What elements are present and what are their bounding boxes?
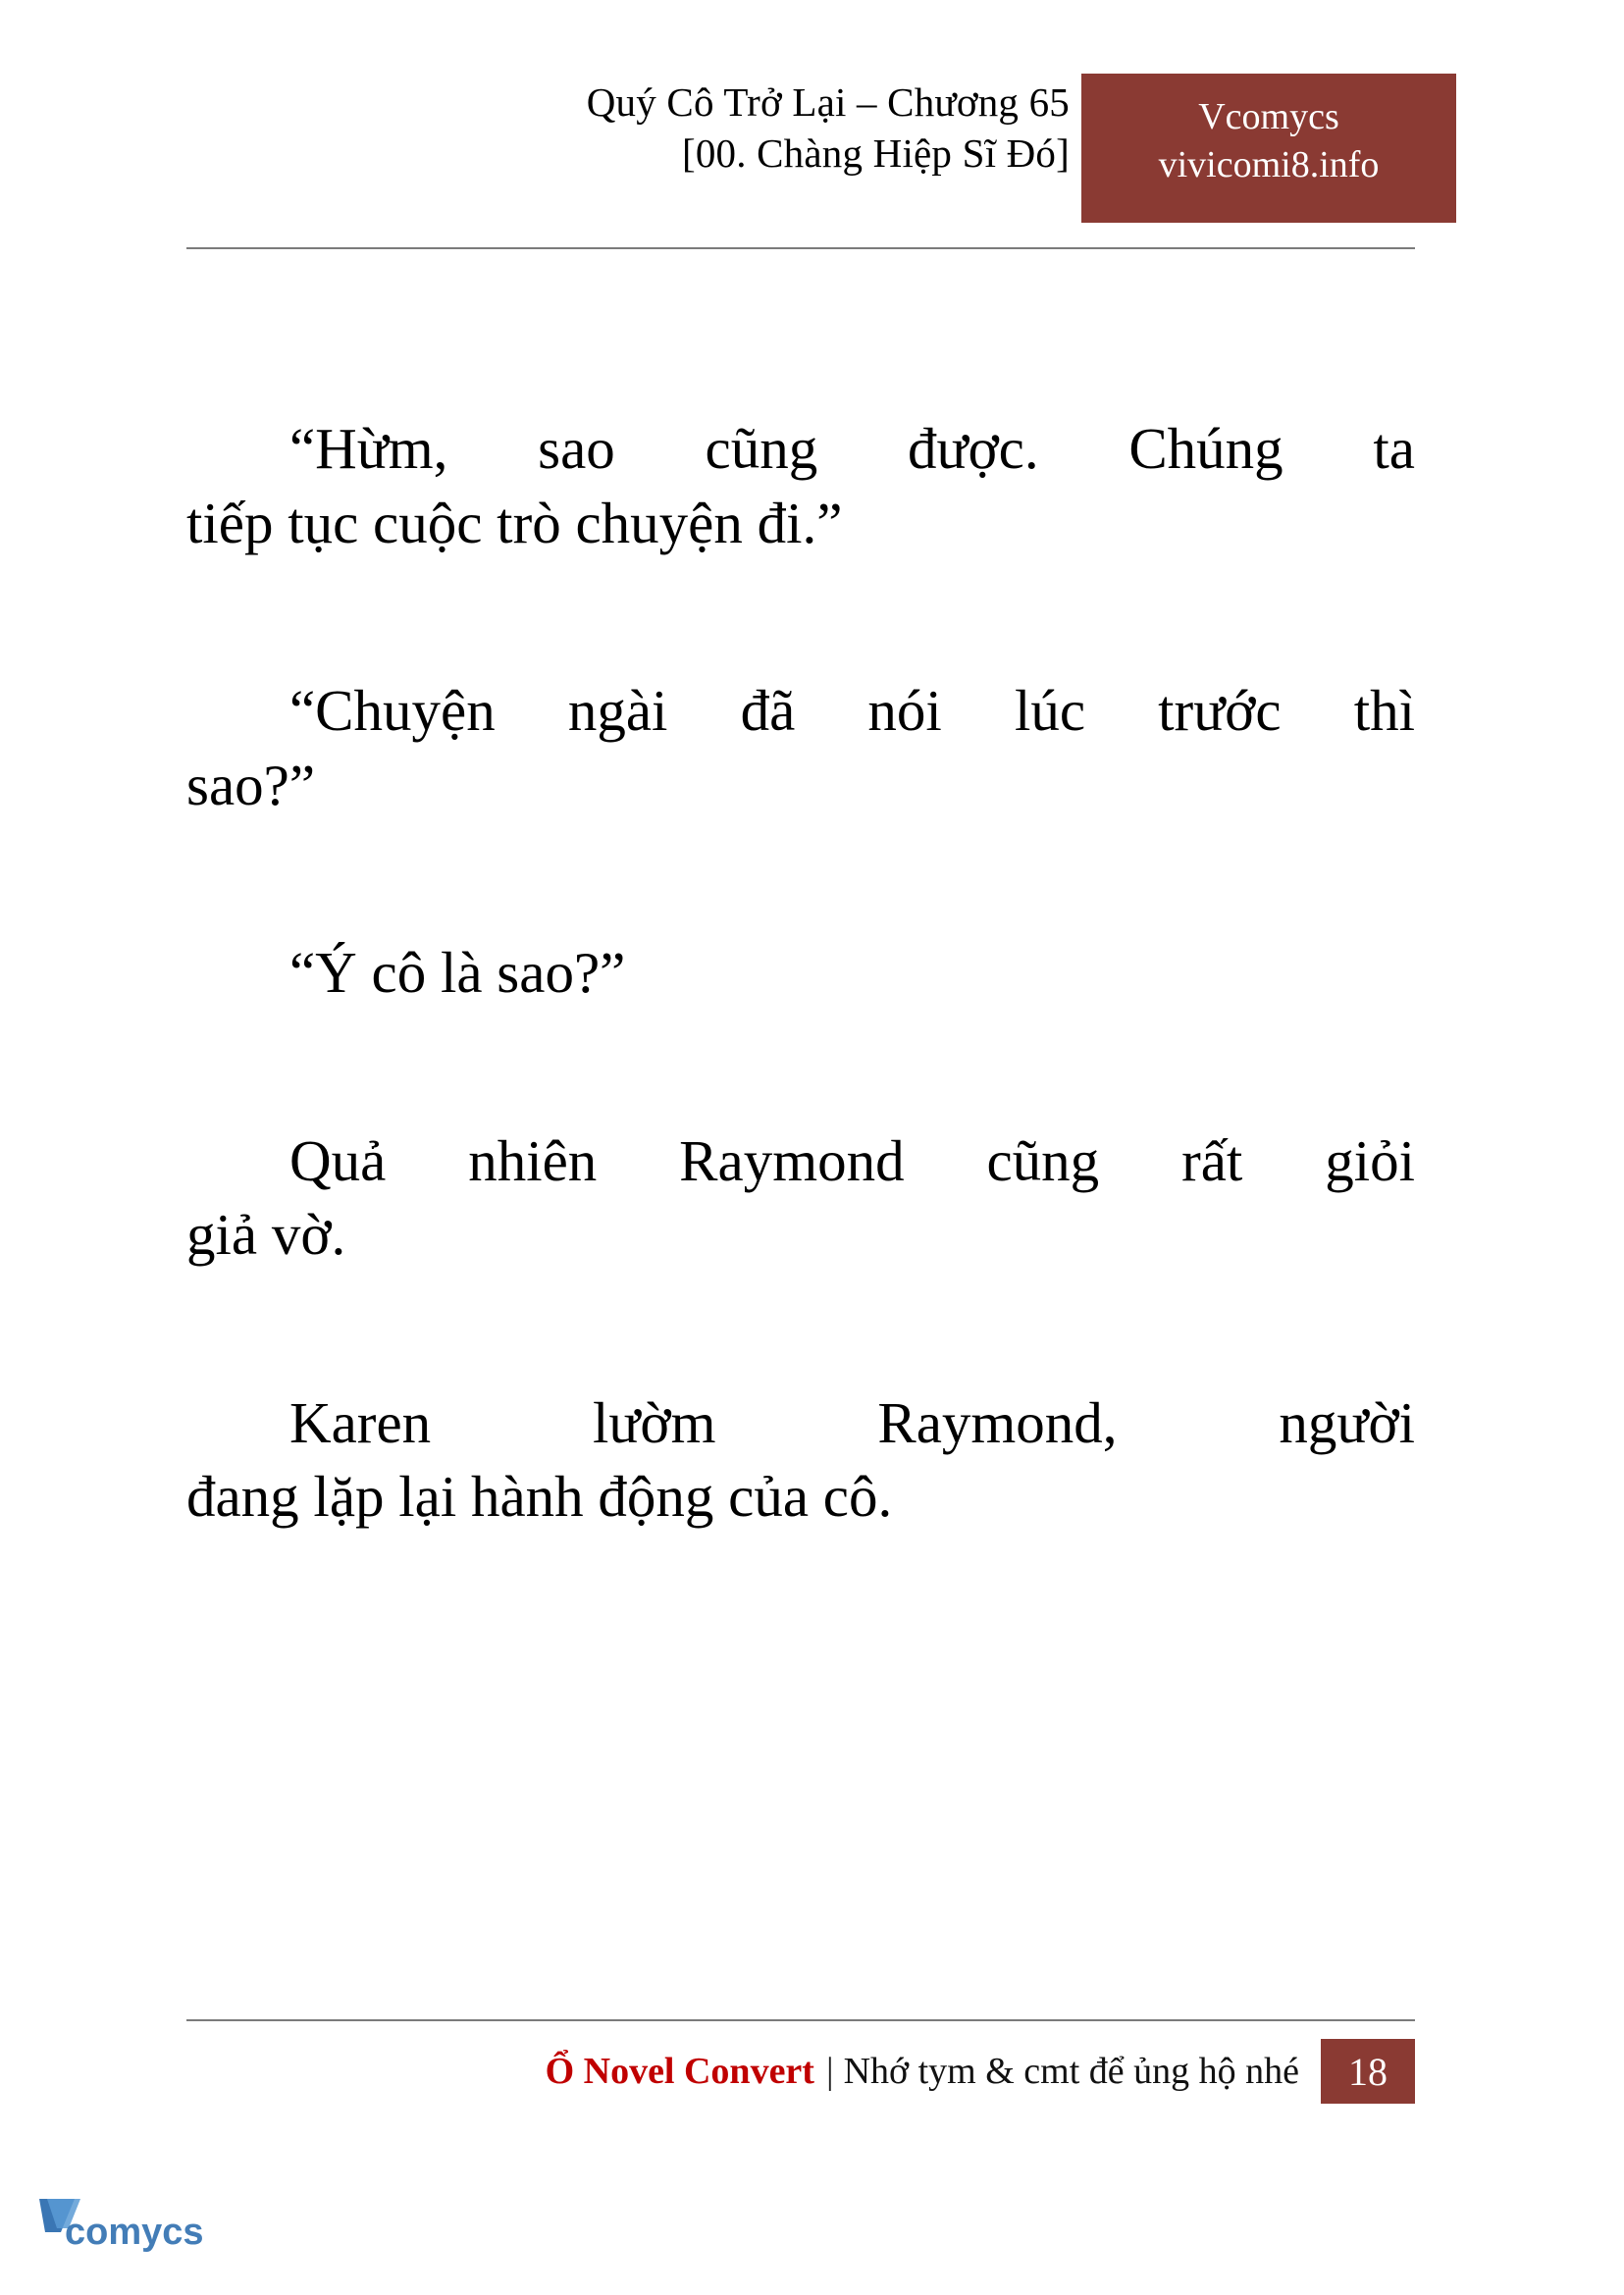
paragraph-line: sao?” — [186, 752, 316, 817]
footer-brand: Ổ Novel Convert — [545, 2051, 814, 2092]
header-divider — [186, 247, 1415, 249]
paragraph — [186, 412, 1415, 560]
site-badge — [1081, 74, 1456, 223]
footer-separator: | — [825, 2051, 834, 2092]
svg-text:comycs: comycs — [65, 2212, 204, 2253]
page-header — [186, 77, 1413, 234]
paragraph — [186, 1124, 1415, 1273]
site-badge-name: Vcomycs — [1198, 96, 1339, 137]
paragraph-line: “Chuyện ngài đã nói lúc trước thì — [289, 678, 1415, 744]
page-subtitle: [00. Chàng Hiệp Sĩ Đó] — [681, 130, 1070, 177]
vcomycs-logo-icon — [35, 2189, 261, 2273]
page-title: Quý Cô Trở Lại – Chương 65 — [586, 79, 1070, 125]
paragraph-line: đang lặp lại hành động của cô. — [186, 1464, 893, 1530]
paragraph-line: Quả nhiên Raymond cũng rất giỏi — [289, 1127, 1415, 1193]
paragraph — [186, 1386, 1415, 1535]
footer-divider — [186, 2019, 1415, 2021]
page-footer — [186, 2037, 1415, 2106]
header-title-block — [186, 77, 1070, 180]
paragraph-line: “Hừm, sao cũng được. Chúng ta — [289, 416, 1415, 481]
paragraph — [186, 674, 1415, 822]
paragraph — [186, 936, 1415, 1011]
paragraph-line: giả vờ. — [186, 1202, 346, 1268]
paragraph-line: Karen lườm Raymond, người — [289, 1389, 1415, 1455]
footer-note: Nhớ tym & cmt để ủng hộ nhé — [843, 2051, 1299, 2092]
page-number: 18 — [1321, 2039, 1415, 2104]
site-badge-url: vivicomi8.info — [1158, 144, 1380, 186]
paragraph-line: “Ý cô là sao?” — [289, 940, 626, 1006]
paragraph-line: tiếp tục cuộc trò chuyện đi.” — [186, 490, 843, 555]
page-content — [186, 412, 1415, 1535]
